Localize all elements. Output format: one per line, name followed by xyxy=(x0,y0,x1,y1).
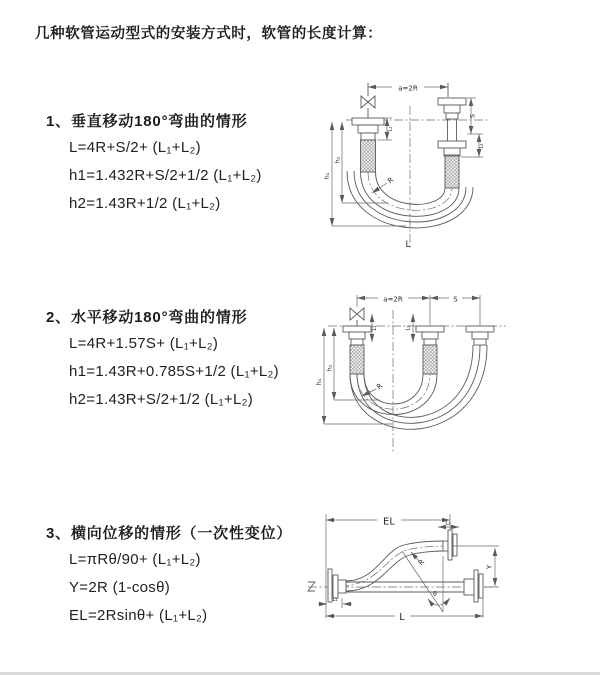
bottom-right-flange xyxy=(464,570,483,602)
dim-label-h1: h₁ xyxy=(315,378,323,386)
dim-label-r: R xyxy=(386,175,396,186)
left-pipe-assembly xyxy=(352,118,384,172)
dimension-s xyxy=(430,293,480,304)
dim-label-span: a=2R xyxy=(398,84,418,93)
diagram-horizontal-180 xyxy=(300,282,600,462)
s-curve-hose-displaced xyxy=(340,541,448,591)
diagram-vertical-180 xyxy=(300,70,590,265)
dim-label-length: L xyxy=(399,612,405,623)
section3-formula-l: L=πRθ/90+ (L₁+L₂) xyxy=(69,551,201,568)
diagram-lateral-displacement xyxy=(298,500,600,648)
dim-label-h1: h₁ xyxy=(323,172,331,180)
dimension-l2 xyxy=(406,314,414,342)
radius-callout xyxy=(411,552,426,567)
dim-label-s: S xyxy=(468,113,477,119)
dim-label-length: L xyxy=(405,240,411,250)
dimension-l1 xyxy=(372,314,378,342)
dim-label-y: Y xyxy=(485,564,494,570)
section1-formula-h2: h2=1.43R+1/2 (L₁+L₂) xyxy=(69,195,221,212)
dimension-s xyxy=(467,98,483,134)
radius-callout xyxy=(372,176,395,193)
hose-u-curves-displaced xyxy=(350,345,487,429)
dimension-span xyxy=(368,82,448,93)
section2-heading: 2、水平移动180°弯曲的情形 xyxy=(46,309,248,326)
dimension-l1 xyxy=(318,597,352,608)
break-symbol xyxy=(308,582,315,591)
dim-label-r: R xyxy=(417,558,427,568)
section1-heading: 1、垂直移动180°弯曲的情形 xyxy=(46,113,248,130)
dim-label-r: R xyxy=(375,381,385,392)
dim-label-el: EL xyxy=(383,516,395,528)
dim-label-span: a=2R xyxy=(383,295,403,304)
section2-formula-h1: h1=1.43R+0.785S+1/2 (L₁+L₂) xyxy=(69,363,279,380)
right-pipe-assembly xyxy=(466,326,494,345)
page-title: 几种软管运动型式的安装方式时，软管的长度计算： xyxy=(35,26,383,42)
valve-icon xyxy=(361,83,375,118)
section2-formula-h2: h2=1.43R+S/2+1/2 (L₁+L₂) xyxy=(69,391,254,408)
middle-pipe-assembly xyxy=(416,326,444,374)
hose-u-curves-near xyxy=(350,374,437,415)
dim-label-l2: L₂ xyxy=(478,143,485,149)
dim-label-l2: L₂ xyxy=(445,520,451,527)
dim-label-h2: h₂ xyxy=(333,156,342,164)
section1-formula-l: L=4R+S/2+ (L₁+L₂) xyxy=(69,139,201,156)
section2-formula-l: L=4R+1.57S+ (L₁+L₂) xyxy=(69,335,219,352)
section3-heading: 3、横向位移的情形（一次性变位） xyxy=(46,525,293,542)
section3-formula-y: Y=2R (1-cosθ) xyxy=(69,579,171,596)
dim-label-h2: h₂ xyxy=(325,364,334,372)
dim-label-l2: L₂ xyxy=(405,325,412,331)
construction-lines xyxy=(402,551,450,612)
dim-label-s: S xyxy=(453,295,458,304)
dimension-l2 xyxy=(438,521,459,528)
dim-label-l1: L₁ xyxy=(387,126,394,132)
dimension-l xyxy=(326,590,483,623)
top-right-flange xyxy=(443,530,457,560)
left-pipe-assembly xyxy=(343,326,371,374)
dim-label-l1: L₁ xyxy=(372,325,378,331)
dim-label-theta: θ xyxy=(433,591,437,598)
section3-formula-el: EL=2Rsinθ+ (L₁+L₂) xyxy=(69,607,208,624)
right-pipe-assembly xyxy=(438,83,466,188)
valve-icon xyxy=(350,308,364,326)
dim-label-l1: L₁ xyxy=(332,597,338,603)
section1-formula-h1: h1=1.432R+S/2+1/2 (L₁+L₂) xyxy=(69,167,262,184)
